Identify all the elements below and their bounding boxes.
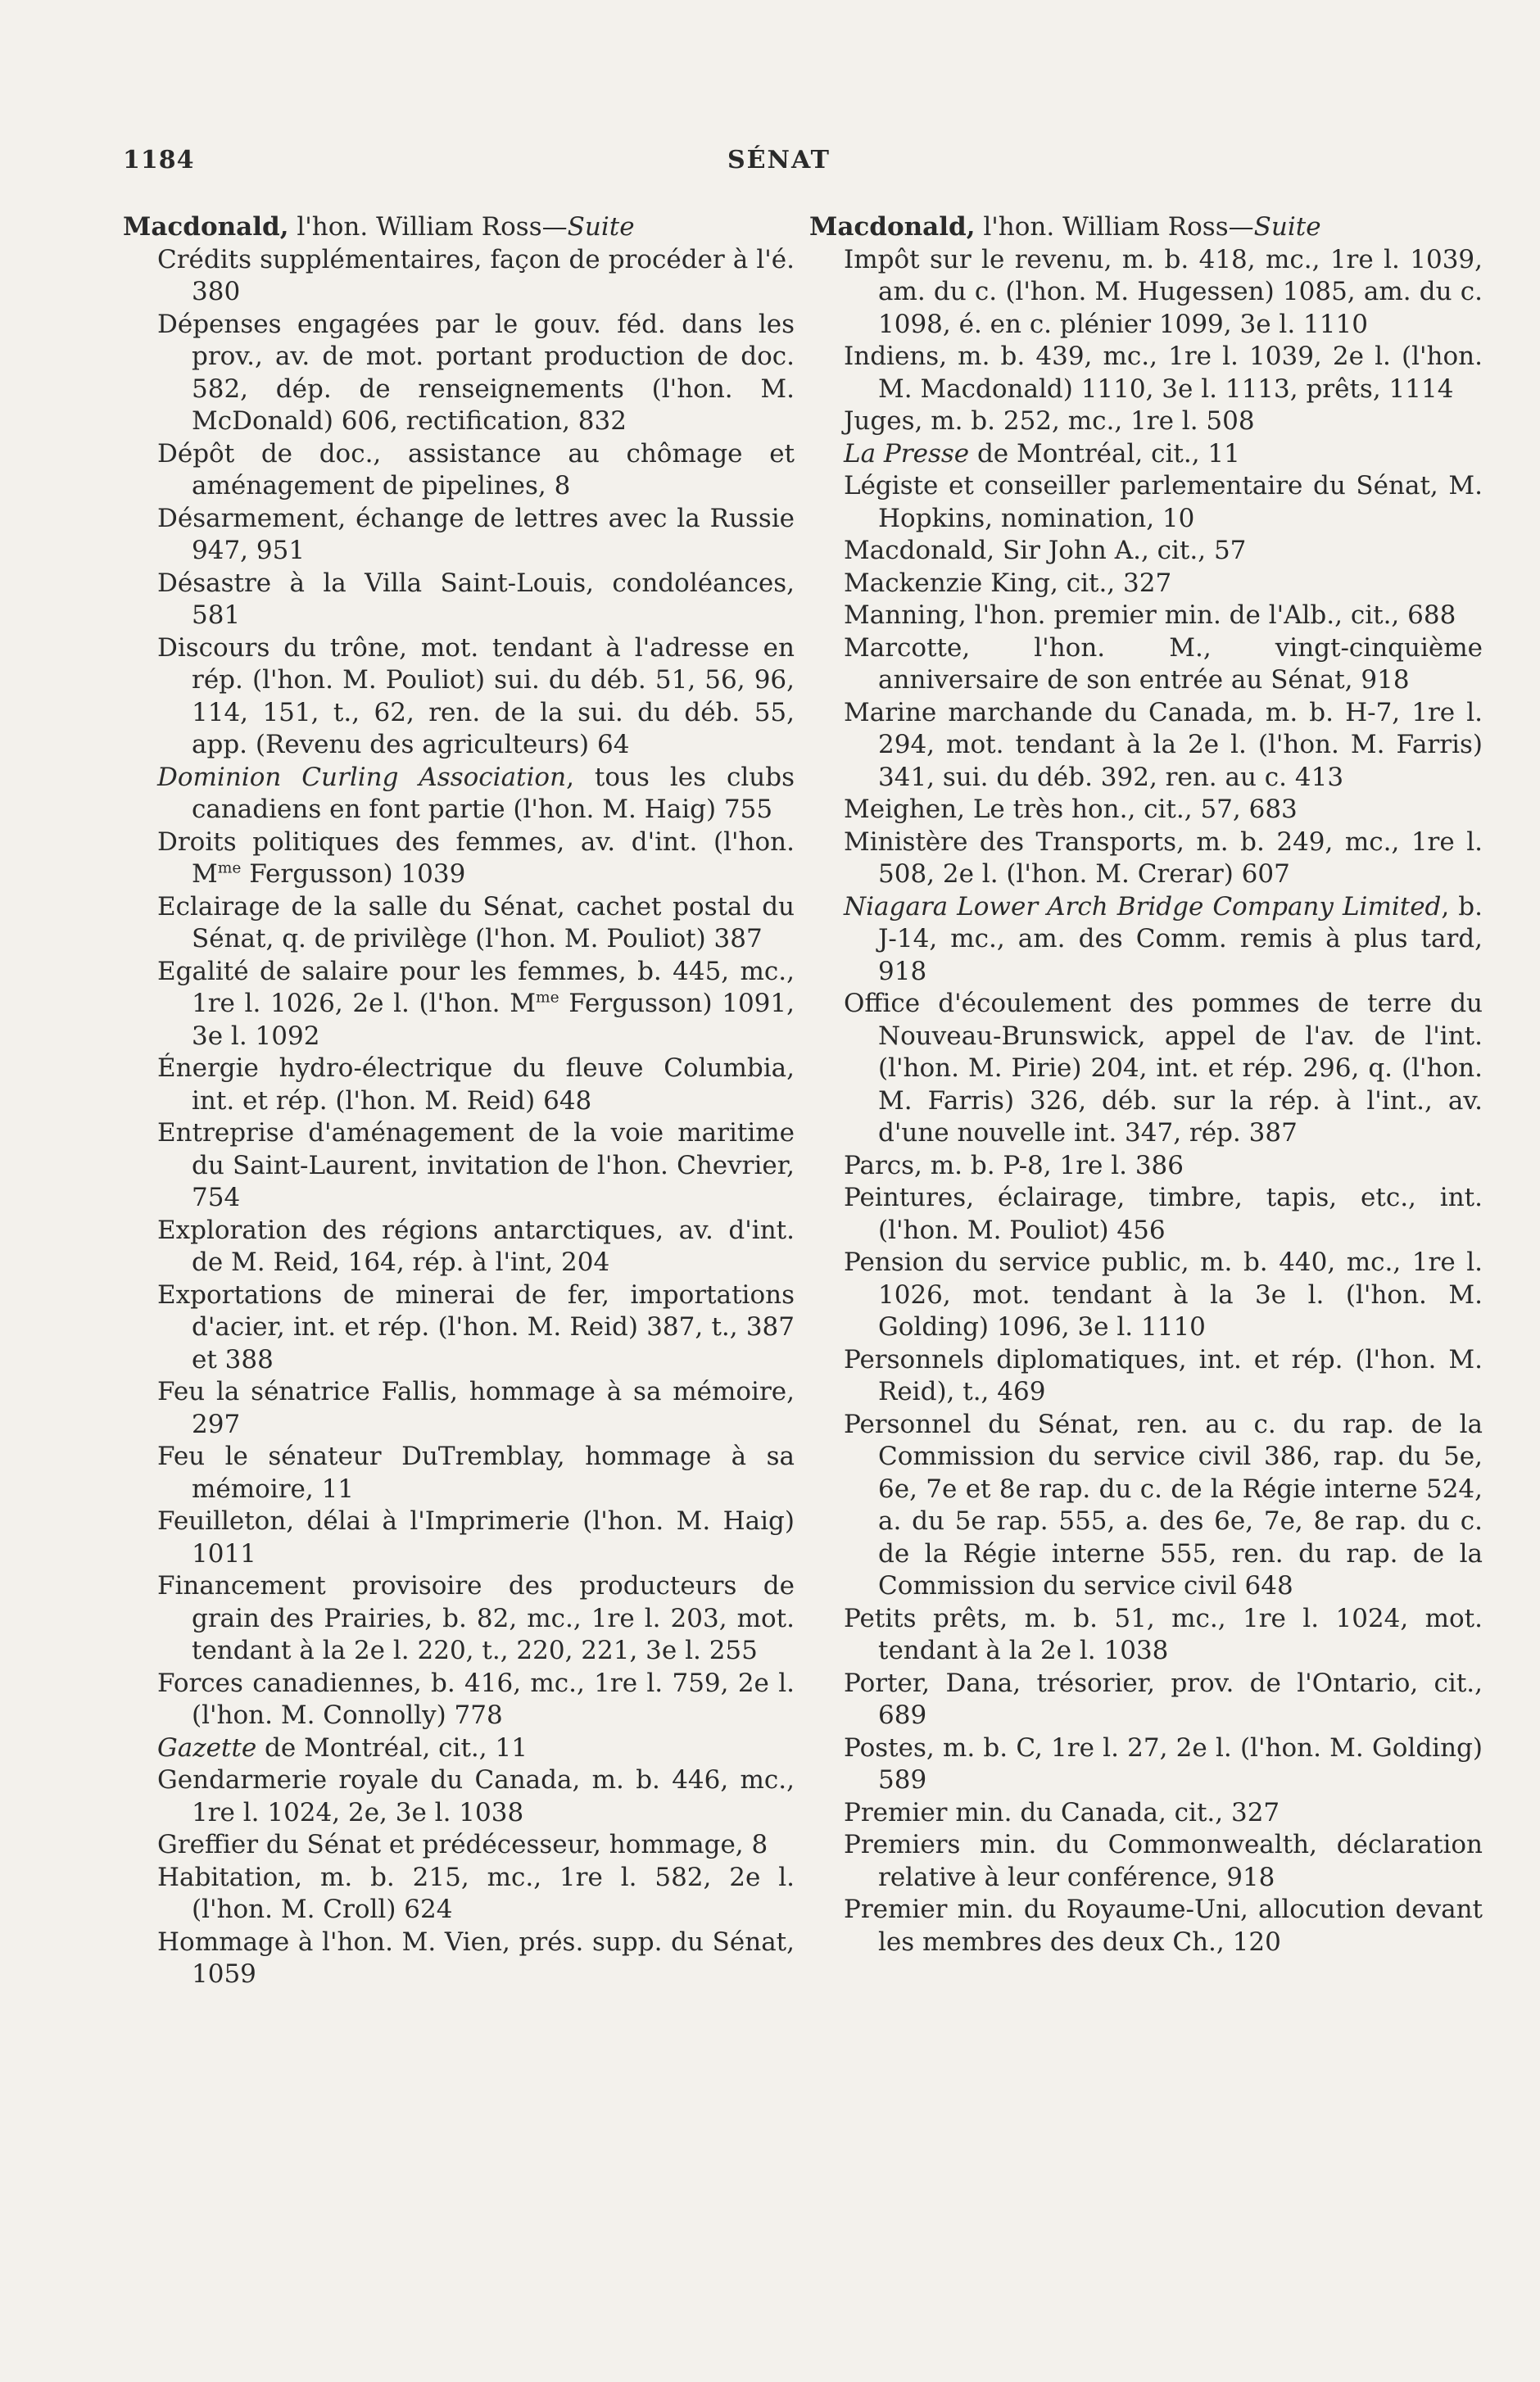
index-entry: Niagara Lower Arch Bridge Company Limited, b. J-14, mc., am. des Comm. remis à plus tard, 918 <box>844 891 1483 986</box>
index-entry: Personnel du Sénat, ren. au c. du rap. de la Commission du service civil 386, rap. du 5e, 6e, 7e et 8e rap. du c. de la Régie interne 524, a. du 5e rap. 555, a. des 6e, 7e, 8e rap. du c. de la Régie interne 555, ren. du rap. de la Commission du service civil 648 <box>844 1409 1483 1601</box>
index-entry: Désarmement, échange de lettres avec la Russie 947, 951 <box>157 503 795 565</box>
index-entry: Mackenzie King, cit., 327 <box>844 568 1172 598</box>
index-entry: Forces canadiennes, b. 416, mc., 1re l. 759, 2e l. (l'hon. M. Connolly) 778 <box>157 1668 795 1730</box>
left-entry-list <box>123 244 795 1991</box>
index-entry: Macdonald, Sir John A., cit., 57 <box>844 536 1247 565</box>
index-entry: Habitation, m. b. 215, mc., 1re l. 582, 2e l. (l'hon. M. Croll) 624 <box>157 1862 795 1924</box>
index-entry: Pension du service public, m. b. 440, mc., 1re l. 1026, mot. tendant à la 3e l. (l'hon. M. Golding) 1096, 3e l. 1110 <box>844 1248 1483 1342</box>
index-entry: Parcs, m. b. P-8, 1re l. 386 <box>844 1150 1184 1180</box>
index-entry: Juges, m. b. 252, mc., 1re l. 508 <box>844 406 1255 436</box>
index-entry: Exploration des régions antarctiques, av. d'int. de M. Reid, 164, rép. à l'int, 204 <box>157 1215 795 1277</box>
right-column <box>809 211 1483 1959</box>
index-entry: Personnels diplomatiques, int. et rép. (l'hon. M. Reid), t., 469 <box>844 1344 1483 1406</box>
index-entry: Petits prêts, m. b. 51, mc., 1re l. 1024, mot. tendant à la 2e l. 1038 <box>844 1603 1483 1665</box>
heading-suite: Suite <box>1253 212 1321 242</box>
index-entry: Feu la sénatrice Fallis, hommage à sa mémoire, 297 <box>157 1377 795 1439</box>
index-entry: Hommage à l'hon. M. Vien, prés. supp. du Sénat, 1059 <box>157 1927 795 1989</box>
index-entry: Feu le sénateur DuTremblay, hommage à sa mémoire, 11 <box>157 1442 795 1504</box>
heading-suite: Suite <box>567 212 635 242</box>
index-entry: Discours du trône, mot. tendant à l'adresse en rép. (l'hon. M. Pouliot) sui. du déb. 51, 56, 96, 114, 151, t., 62, ren. de la sui. du déb. 55, app. (Revenu des agriculteurs) 64 <box>157 632 795 759</box>
heading-name: Macdonald, <box>809 212 976 242</box>
index-entry: Désastre à la Villa Saint-Louis, condoléances, 581 <box>157 568 795 630</box>
entry-heading <box>123 211 795 244</box>
index-entry: Impôt sur le revenu, m. b. 418, mc., 1re l. 1039, am. du c. (l'hon. M. Hugessen) 1085, am. du c. 1098, é. en c. plénier 1099, 3e l. 1110 <box>844 244 1483 339</box>
index-entry: Porter, Dana, trésorier, prov. de l'Ontario, cit., 689 <box>844 1668 1483 1730</box>
index-entry: Premiers min. du Commonwealth, déclaration relative à leur conférence, 918 <box>844 1830 1483 1892</box>
entry-heading <box>809 211 1483 244</box>
index-entry: La Presse de Montréal, cit., 11 <box>844 438 1240 469</box>
index-entry: Dominion Curling Association, tous les clubs canadiens en font partie (l'hon. M. Haig) 755 <box>157 762 795 824</box>
index-entry: Ministère des Transports, m. b. 249, mc., 1re l. 508, 2e l. (l'hon. M. Crerar) 607 <box>844 826 1483 889</box>
index-entry: Énergie hydro-électrique du fleuve Columbia, int. et rép. (l'hon. M. Reid) 648 <box>157 1053 795 1116</box>
heading-text: l'hon. William Ross— <box>288 212 568 242</box>
index-entry: Légiste et conseiller parlementaire du Sénat, M. Hopkins, nomination, 10 <box>844 471 1483 533</box>
page-title: SÉNAT <box>727 146 831 174</box>
index-entry: Droits politiques des femmes, av. d'int. (l'hon. $M^{me}$ Fergusson) 1039 <box>157 826 795 889</box>
index-entry: Indiens, m. b. 439, mc., 1re l. 1039, 2e l. (l'hon. M. Macdonald) 1110, 3e l. 1113, prêts, 1114 <box>844 342 1483 404</box>
index-entry: Financement provisoire des producteurs de grain des Prairies, b. 82, mc., 1re l. 203, mot. tendant à la 2e l. 220, t., 220, 221, 3e l. 255 <box>157 1571 795 1665</box>
index-entry: Marine marchande du Canada, m. b. H-7, 1re l. 294, mot. tendant à la 2e l. (l'hon. M. Farris) 341, sui. du déb. 392, ren. au c. 413 <box>844 697 1483 792</box>
index-entry: Premier min. du Royaume-Uni, allocution devant les membres des deux Ch., 120 <box>844 1895 1483 1957</box>
heading-text: l'hon. William Ross— <box>975 212 1254 242</box>
index-entry: Office d'écoulement des pommes de terre du Nouveau-Brunswick, appel de l'av. de l'int. (l'hon. M. Pirie) 204, int. et rép. 296, q. (l'hon. M. Farris) 326, déb. sur la rép. à l'int., av. d'une nouvelle int. 347, rép. 387 <box>844 989 1483 1148</box>
index-entry: Eclairage de la salle du Sénat, cachet postal du Sénat, q. de privilège (l'hon. M. Pouliot) 387 <box>157 891 795 953</box>
left-column <box>123 211 795 1991</box>
index-entry: Dépenses engagées par le gouv. féd. dans les prov., av. de mot. portant production de doc. 582, dép. de renseignements (l'hon. M. McDonald) 606, rectification, 832 <box>157 309 795 436</box>
index-entry: Greffier du Sénat et prédécesseur, hommage, 8 <box>157 1830 768 1859</box>
heading-name: Macdonald, <box>123 212 289 242</box>
index-entry: Premier min. du Canada, cit., 327 <box>844 1797 1280 1827</box>
right-entry-list <box>809 244 1483 1959</box>
index-entry: Entreprise d'aménagement de la voie maritime du Saint-Laurent, invitation de l'hon. Chevrier, 754 <box>157 1118 795 1212</box>
index-entry: Exportations de minerai de fer, importations d'acier, int. et rép. (l'hon. M. Reid) 387, t., 387 et 388 <box>157 1279 795 1374</box>
index-entry: Postes, m. b. C, 1re l. 27, 2e l. (l'hon. M. Golding) 589 <box>844 1732 1483 1795</box>
index-entry: Crédits supplémentaires, façon de procéder à l'é. 380 <box>157 244 795 306</box>
index-entry: Meighen, Le très hon., cit., 57, 683 <box>844 795 1298 824</box>
page-number: 1184 <box>123 146 195 174</box>
index-entry: Marcotte, l'hon. M., vingt-cinquième anniversaire de son entrée au Sénat, 918 <box>844 632 1483 695</box>
index-entry: Peintures, éclairage, timbre, tapis, etc., int. (l'hon. M. Pouliot) 456 <box>844 1183 1483 1245</box>
index-entry: Dépôt de doc., assistance au chômage et aménagement de pipelines, 8 <box>157 438 795 500</box>
index-entry: Egalité de salaire pour les femmes, b. 445, mc., 1re l. 1026, 2e l. (l'hon. $M^{me}$ Fergusson) 1091, 3e l. 1092 <box>157 956 795 1051</box>
index-entry: Manning, l'hon. premier min. de l'Alb., cit., 688 <box>844 600 1456 630</box>
index-entry: Gendarmerie royale du Canada, m. b. 446, mc., 1re l. 1024, 2e, 3e l. 1038 <box>157 1765 795 1827</box>
index-entry: Gazette de Montréal, cit., 11 <box>157 1732 528 1763</box>
index-entry: Feuilleton, délai à l'Imprimerie (l'hon. M. Haig) 1011 <box>157 1506 795 1569</box>
